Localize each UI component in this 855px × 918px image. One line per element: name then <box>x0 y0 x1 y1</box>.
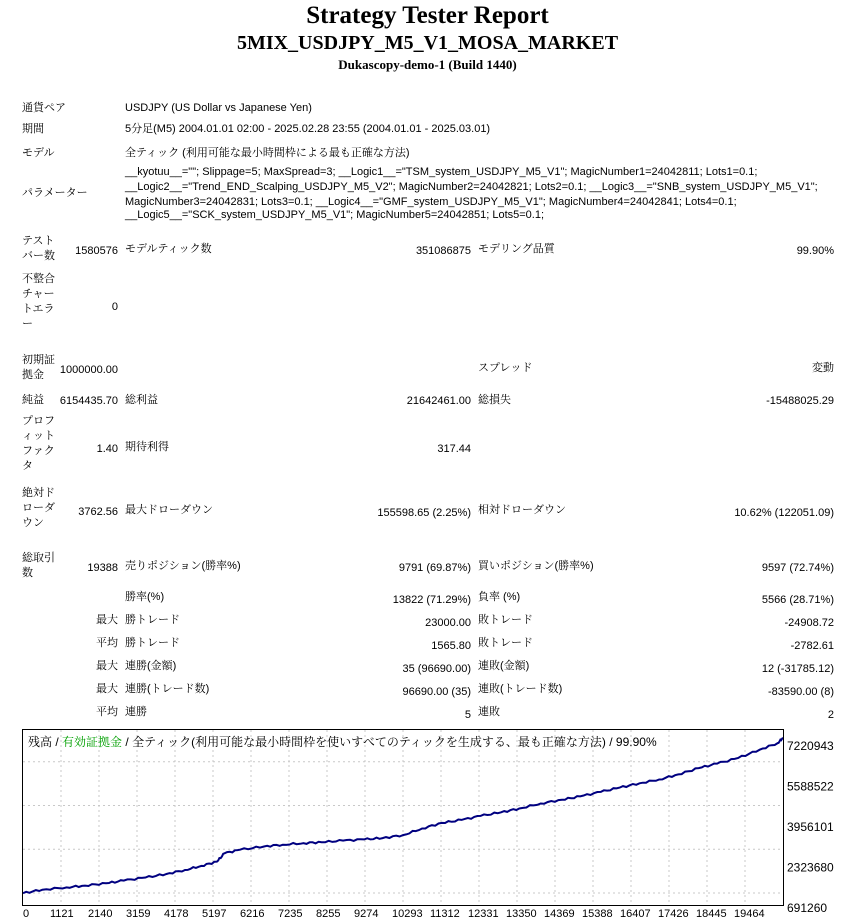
largest-win-label: 勝トレード <box>125 614 180 626</box>
legend-sep-3: / <box>605 735 616 749</box>
x-tick-label: 4178 <box>164 908 189 918</box>
params-line-4: __Logic5__="SCK_system_USDJPY_M5_V1"; MagicNumber5=24042851; Lots5=0.1; <box>125 209 545 221</box>
pair-value: USDJPY (US Dollar vs Japanese Yen) <box>125 102 312 114</box>
avg-loss-label: 敗トレード <box>478 637 533 649</box>
max-cons-profit-prefix: 最大 <box>96 683 118 695</box>
largest-loss-value: -24908.72 <box>784 617 834 629</box>
period-value: 5分足(M5) 2004.01.01 02:00 - 2025.02.28 23:55 (2004.01.01 - 2025.03.01) <box>125 123 491 135</box>
y-tick-label: 5588522 <box>787 779 834 794</box>
x-tick-label: 17426 <box>658 908 689 918</box>
ticks-value: 351086875 <box>415 245 471 257</box>
x-tick-label: 8255 <box>316 908 341 918</box>
legend-equity: 有効証拠金 <box>62 735 123 749</box>
avg-cons-wins-value: 5 <box>464 709 471 721</box>
cons-loss-value: -83590.00 (8) <box>767 686 834 698</box>
x-tick-label: 12331 <box>468 908 499 918</box>
gross-loss-label: 総損失 <box>478 394 511 406</box>
max-drawdown-value: 155598.65 (2.25%) <box>377 507 471 519</box>
x-tick-label: 18445 <box>696 908 727 918</box>
params-line-3: MagicNumber3=24042831; Lots3=0.1; __Logic4__="GMF_system_USDJPY_M5_V1"; MagicNumber4=24042841; Lots4=0.1; <box>125 196 737 208</box>
avg-cons-losses-value: 2 <box>827 709 834 721</box>
report-subtitle: 5MIX_USDJPY_M5_V1_MOSA_MARKET <box>236 32 619 54</box>
cons-wins-value: 35 (96690.00) <box>402 663 471 675</box>
win-rate-label: 勝率(%) <box>125 591 165 603</box>
mismatch-label: 不整合チャートエラー <box>22 273 55 330</box>
legend-model: 全ティック(利用可能な最小時間枠を使いすべてのティックを生成する、最も正確な方法) <box>132 735 606 749</box>
gross-profit-value: 21642461.00 <box>406 395 471 407</box>
total-trades-value: 19388 <box>87 562 118 574</box>
profit-factor-label: プロフィットファクタ <box>22 415 55 472</box>
rel-drawdown-value: 10.62% (122051.09) <box>734 507 834 519</box>
period-label: 期間 <box>22 123 44 135</box>
max-drawdown-label: 最大ドローダウン <box>125 504 213 516</box>
legend-balance: 残高 <box>28 735 53 749</box>
avg-loss-value: -2782.61 <box>790 640 834 652</box>
profit-factor-value: 1.40 <box>96 443 118 455</box>
win-rate-value: 13822 (71.29%) <box>392 594 471 606</box>
y-tick-label: 3956101 <box>787 820 834 834</box>
x-tick-label: 11312 <box>430 908 460 918</box>
avg-win-label: 勝トレード <box>125 637 180 649</box>
params-label: パラメーター <box>22 187 88 199</box>
legend-sep-2: / <box>122 735 133 749</box>
total-trades-label: 総取引数 <box>22 552 55 579</box>
quality-label: モデリング品質 <box>478 243 555 255</box>
legend-quality: 99.90% <box>615 735 657 749</box>
model-value: 全ティック (利用可能な最小時間枠による最も正確な方法) <box>125 147 410 159</box>
largest-loss-label: 敗トレード <box>478 614 533 626</box>
short-positions-value: 9791 (69.87%) <box>398 562 471 574</box>
x-axis <box>22 906 792 918</box>
mismatch-value: 0 <box>111 301 118 313</box>
cons-losses-value: 12 (-31785.12) <box>761 663 834 675</box>
y-axis <box>785 729 855 918</box>
expected-payoff-value: 317.44 <box>437 443 471 455</box>
bars-value: 1580576 <box>75 245 118 257</box>
x-tick-label: 7235 <box>278 908 303 918</box>
avg-cons-losses-label: 連敗 <box>478 706 500 718</box>
legend-sep-1: / <box>52 735 63 749</box>
gross-loss-value: -15488025.29 <box>766 395 834 407</box>
report-title: Strategy Tester Report <box>306 2 549 29</box>
cons-losses-label: 連敗(金額) <box>478 660 530 672</box>
x-tick-label: 15388 <box>582 908 613 918</box>
short-positions-label: 売りポジション(勝率%) <box>125 560 241 572</box>
x-tick-label: 1121 <box>50 908 74 918</box>
pair-label: 通貨ペア <box>22 102 66 114</box>
net-value: 6154435.70 <box>59 395 118 407</box>
abs-drawdown-label: 絶対ドローダウン <box>22 487 55 529</box>
avg-cons-prefix: 平均 <box>96 706 118 718</box>
balance-chart <box>22 729 784 906</box>
spread-label: スプレッド <box>478 362 533 374</box>
expected-payoff-label: 期待利得 <box>125 441 169 453</box>
model-label: モデル <box>22 147 55 159</box>
x-tick-label: 3159 <box>126 908 151 918</box>
x-tick-label: 14369 <box>544 908 575 918</box>
spread-value: 変動 <box>812 362 834 374</box>
largest-win-value: 23000.00 <box>425 617 471 629</box>
cons-profit-label: 連勝(トレード数) <box>125 683 210 695</box>
max-cons-prefix: 最大 <box>96 660 118 672</box>
y-tick-label: 7220943 <box>787 739 834 753</box>
largest-prefix: 最大 <box>96 614 118 626</box>
ticks-label: モデルティック数 <box>125 243 212 255</box>
x-tick-label: 2140 <box>88 908 113 918</box>
abs-drawdown-value: 3762.56 <box>78 506 118 518</box>
loss-rate-value: 5566 (28.71%) <box>761 594 834 606</box>
x-tick-label: 5197 <box>202 908 227 918</box>
server-name: Dukascopy-demo-1 (Build 1440) <box>338 57 517 72</box>
deposit-value: 1000000.00 <box>59 364 118 376</box>
x-tick-label: 9274 <box>354 908 379 918</box>
cons-profit-value: 96690.00 (35) <box>402 686 471 698</box>
average-prefix: 平均 <box>96 637 118 649</box>
deposit-label: 初期証拠金 <box>22 354 55 381</box>
x-tick-label: 16407 <box>620 908 651 918</box>
long-positions-label: 買いポジション(勝率%) <box>478 560 594 572</box>
loss-rate-label: 負率 (%) <box>478 591 521 603</box>
params-line-1: __kyotuu__=""; Slippage=5; MaxSpread=3; __Logic1__="TSM_system_USDJPY_M5_V1"; MagicNumber1=24042811; Lots1=0.1; <box>125 166 758 178</box>
y-tick-label: 691260 <box>787 901 828 915</box>
x-tick-label: 6216 <box>240 908 265 918</box>
quality-value: 99.90% <box>796 245 834 257</box>
cons-wins-label: 連勝(金額) <box>125 660 177 672</box>
chart-legend <box>28 733 657 750</box>
x-tick-label: 0 <box>23 908 30 918</box>
bars-label: テストバー数 <box>22 235 55 262</box>
x-tick-label: 19464 <box>734 908 765 918</box>
x-tick-label: 13350 <box>506 908 537 918</box>
gross-profit-label: 総利益 <box>125 394 158 406</box>
cons-loss-label: 連敗(トレード数) <box>478 683 563 695</box>
avg-cons-wins-label: 連勝 <box>125 706 147 718</box>
params-line-2: __Logic2__="Trend_END_Scalping_USDJPY_M5_V2"; MagicNumber2=24042821; Lots2=0.1; __Logic3__="SNB_system_USDJPY_M5_V1"; <box>125 181 818 193</box>
net-label: 純益 <box>22 394 44 406</box>
rel-drawdown-label: 相対ドローダウン <box>478 504 566 516</box>
long-positions-value: 9597 (72.74%) <box>761 562 834 574</box>
y-tick-label: 2323680 <box>787 860 834 875</box>
avg-win-value: 1565.80 <box>431 640 471 652</box>
x-tick-label: 10293 <box>392 908 423 918</box>
